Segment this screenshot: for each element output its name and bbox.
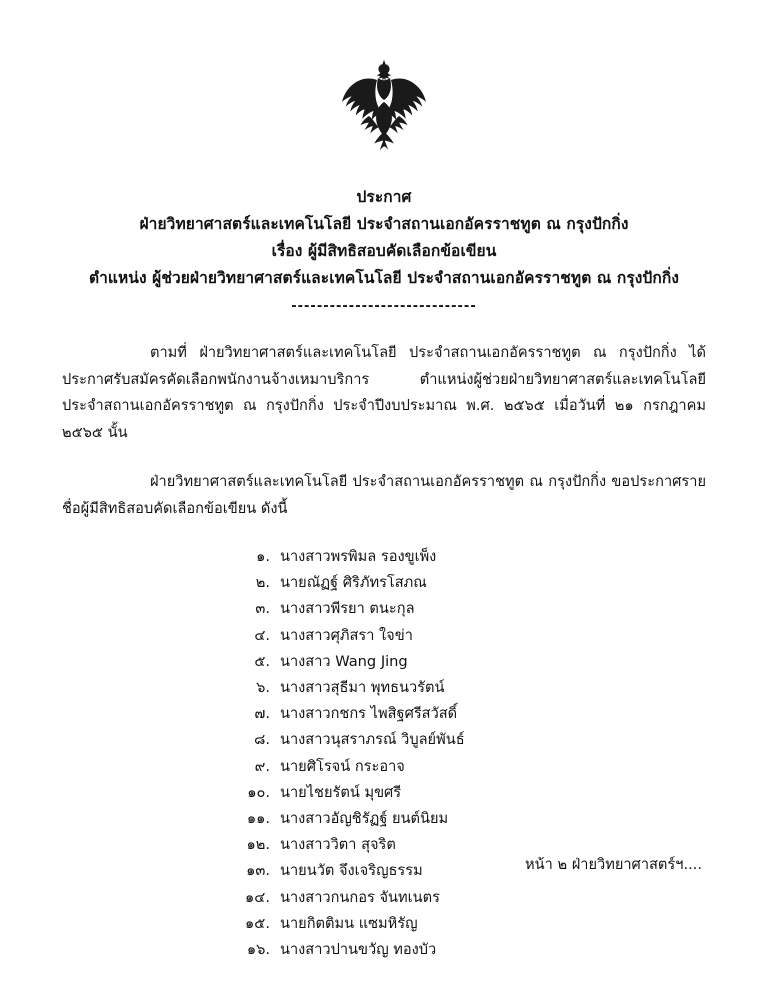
list-item — [226, 727, 706, 753]
list-item-name: นายกิตติมน แซมหิรัญ — [280, 914, 418, 932]
list-item-name: นางสาว Wang Jing — [280, 652, 408, 670]
list-item — [226, 544, 706, 570]
list-item-number: ๑๔. — [245, 888, 270, 906]
list-item-name: นายศิโรจน์ กระอาจ — [280, 757, 405, 775]
list-item — [226, 806, 706, 832]
paragraph-1 — [62, 340, 706, 446]
list-item-name: นางสาวกนกอร จันทเนตร — [280, 888, 440, 906]
list-item-name: นางสาวพรพิมล รองขูเพ็ง — [280, 548, 437, 565]
paragraph-2 — [62, 469, 706, 522]
list-item — [226, 937, 706, 963]
list-item-name: นางสาวอัญชิรัฏฐ์ ยนต์นิยม — [280, 810, 449, 828]
list-item-number: ๕. — [254, 652, 270, 670]
list-item — [226, 754, 706, 780]
list-item-number: ๓. — [255, 600, 270, 618]
list-item-number: ๑๒. — [246, 836, 270, 854]
list-item-name: นายนวัต จึงเจริญธรรม — [280, 862, 423, 880]
list-item — [226, 649, 706, 675]
emblem-container — [62, 60, 706, 170]
list-item-name: นางสาวสุธีมา พุทธนวรัตน์ — [280, 679, 445, 697]
list-item — [226, 911, 706, 937]
list-item — [226, 570, 706, 596]
list-item-number: ๑๖. — [246, 941, 270, 959]
list-item-number: ๙. — [254, 757, 270, 775]
page-footer: หน้า ๒ ฝ่ายวิทยาศาสตร์ฯ.... — [525, 856, 702, 873]
document-body — [62, 340, 706, 522]
list-item-name: นางสาววิตา สุจริต — [280, 836, 396, 854]
list-item — [226, 780, 706, 806]
candidate-list — [62, 544, 706, 963]
garuda-emblem-icon — [328, 60, 440, 156]
list-item-name: นายไชยรัตน์ มุขศรี — [280, 783, 402, 801]
list-item-name: นางสาวนุสราภรณ์ วิบูลย์พันธ์ — [280, 731, 465, 749]
paragraph-1-text: ตามที่ ฝ่ายวิทยาศาสตร์และเทคโนโลยี ประจำสถานเอกอัครราชทูต ณ กรุงปักกิ่ง ได้ประกาศรับสมัครคัดเลือกพนักงานจ้างเหมาบริการ ตำแหน่งผู้ช่วยฝ่ายวิทยาศาสตร์และเทคโนโลยี ประจำสถานเอกอัครราชทูต ณ กรุงปักกิ่ง ประจำปีงบประมาณ พ.ศ. ๒๕๖๕ เมื่อวันที่ ๒๑ กรกฎาคม ๒๕๖๕ นั้น — [62, 344, 706, 441]
list-item-number: ๘. — [254, 731, 270, 749]
list-item-number: ๔. — [254, 626, 270, 644]
list-item-number: ๑๓. — [246, 862, 270, 880]
list-item-number: ๖. — [256, 679, 270, 697]
list-item — [226, 623, 706, 649]
list-item-number: ๑๐. — [247, 783, 270, 801]
heading-divider: ----------------------------- — [291, 299, 477, 314]
heading-line-1: ประกาศ — [356, 188, 412, 206]
heading-line-4: ตำแหน่ง ผู้ช่วยฝ่ายวิทยาศาสตร์และเทคโนโลยี ประจำสถานเอกอัครราชทูต ณ กรุงปักกิ่ง — [89, 269, 679, 287]
list-item — [226, 596, 706, 622]
list-item-number: ๑๑. — [246, 810, 270, 828]
list-item-number: ๑๕. — [245, 914, 270, 932]
paragraph-2-text: ฝ่ายวิทยาศาสตร์และเทคโนโลยี ประจำสถานเอกอัครราชทูต ณ กรุงปักกิ่ง ขอประกาศรายชื่อผู้มีสิทธิสอบคัดเลือกข้อเขียน ดังนี้ — [62, 473, 706, 517]
list-item — [226, 885, 706, 911]
list-item-name: นางสาวพีรยา ตนะกุล — [280, 600, 415, 618]
heading-line-2: ฝ่ายวิทยาศาสตร์และเทคโนโลยี ประจำสถานเอกอัครราชทูต ณ กรุงปักกิ่ง — [139, 215, 629, 233]
list-item — [226, 701, 706, 727]
document-heading — [62, 184, 706, 314]
list-item-name: นางสาวศุภิสรา ใจข่า — [280, 626, 413, 644]
list-item-number: ๑. — [256, 548, 270, 565]
list-item-number: ๗. — [254, 705, 270, 723]
list-item-name: นางสาวกชกร ไพสิฐศรีสวัสดิ์ — [280, 705, 458, 723]
list-item — [226, 675, 706, 701]
heading-line-3: เรื่อง ผู้มีสิทธิสอบคัดเลือกข้อเขียน — [271, 242, 497, 260]
list-item-name: นางสาวปานขวัญ ทองบัว — [280, 941, 437, 959]
list-item-name: นายณัฏฐ์ ศิริภัทรโสภณ — [280, 574, 427, 592]
list-item-number: ๒. — [255, 574, 270, 592]
